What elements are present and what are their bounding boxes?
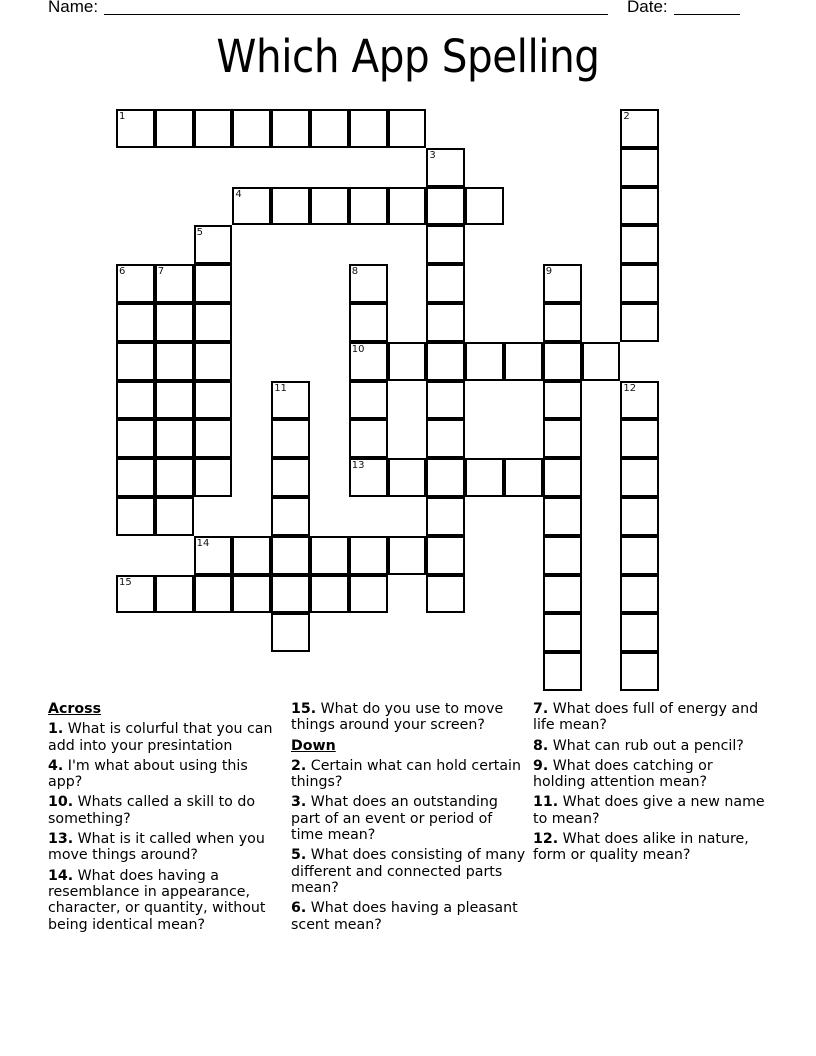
- name-field-line[interactable]: [104, 14, 608, 15]
- grid-cell[interactable]: [155, 342, 194, 381]
- grid-cell[interactable]: [349, 381, 388, 420]
- date-label: Date:: [627, 0, 668, 16]
- grid-cell[interactable]: [232, 575, 271, 614]
- clue-across-15: [291, 701, 527, 734]
- grid-cell[interactable]: [388, 109, 427, 148]
- grid-cell[interactable]: [620, 187, 659, 226]
- cell-number: 10: [351, 343, 365, 355]
- grid-cell[interactable]: [349, 536, 388, 575]
- grid-cell[interactable]: [116, 497, 155, 536]
- grid-cell[interactable]: [504, 342, 543, 381]
- clue-number: 5.: [291, 847, 307, 864]
- grid-cell[interactable]: [271, 536, 310, 575]
- grid-cell[interactable]: [194, 342, 233, 381]
- grid-cell[interactable]: [582, 342, 621, 381]
- grid-cell[interactable]: [543, 652, 582, 691]
- clue-text: What do you use to move things around your screen?: [291, 701, 504, 734]
- grid-cell[interactable]: [426, 419, 465, 458]
- clue-number: 1.: [48, 721, 64, 738]
- clue-number: 8.: [533, 737, 549, 754]
- grid-cell[interactable]: [426, 497, 465, 536]
- clue-number: 6.: [291, 900, 307, 917]
- cell-number: 1: [119, 111, 126, 122]
- grid-cell[interactable]: [349, 342, 388, 381]
- grid-cell[interactable]: [310, 575, 349, 614]
- clue-number: 4.: [48, 757, 64, 774]
- cell-number: 6: [119, 266, 126, 278]
- grid-cell[interactable]: [310, 109, 349, 148]
- grid-cell[interactable]: [465, 187, 504, 226]
- grid-cell[interactable]: [194, 419, 233, 458]
- grid-cell[interactable]: [194, 303, 233, 342]
- clue-across-1: [48, 721, 284, 754]
- grid-cell[interactable]: [232, 187, 271, 226]
- clue-across-4: [48, 758, 284, 791]
- grid-cell[interactable]: [543, 381, 582, 420]
- grid-cell[interactable]: [155, 264, 194, 303]
- grid-cell[interactable]: [426, 381, 465, 420]
- grid-cell[interactable]: [504, 458, 543, 497]
- cell-number: 12: [623, 382, 637, 394]
- grid-cell[interactable]: [426, 342, 465, 381]
- name-date-header: [48, 0, 748, 19]
- clue-text: What does full of energy and life mean?: [533, 701, 759, 734]
- grid-cell[interactable]: [116, 458, 155, 497]
- grid-cell[interactable]: [271, 109, 310, 148]
- grid-cell[interactable]: [543, 419, 582, 458]
- clue-down-11: [533, 794, 769, 827]
- clue-text: I'm what about using this app?: [48, 757, 248, 791]
- grid-cell[interactable]: [116, 419, 155, 458]
- grid-cell[interactable]: [620, 225, 659, 264]
- grid-cell[interactable]: [620, 303, 659, 342]
- clue-number: 11.: [533, 794, 559, 811]
- clue-down-6: [291, 900, 527, 933]
- cell-number: 7: [157, 266, 165, 278]
- grid-cell[interactable]: [620, 613, 659, 652]
- cell-number: 15: [119, 576, 132, 588]
- grid-cell[interactable]: [620, 497, 659, 536]
- grid-cell[interactable]: [620, 109, 659, 148]
- clue-text: Certain what can hold certain things?: [291, 757, 521, 791]
- grid-cell[interactable]: [155, 109, 194, 148]
- clue-number: 13.: [48, 831, 74, 848]
- name-label: Name:: [48, 0, 99, 16]
- grid-cell[interactable]: [426, 458, 465, 497]
- clue-down-2: [291, 758, 527, 791]
- clue-number: 9.: [533, 757, 549, 774]
- grid-cell[interactable]: [271, 613, 310, 652]
- clue-text: What does having a resemblance in appearance, character, or quantity, without being identical mean?: [48, 867, 266, 933]
- clue-text: What is it called when you move things around?: [48, 831, 265, 864]
- grid-cell[interactable]: [426, 575, 465, 614]
- clue-number: 12.: [533, 831, 559, 848]
- grid-cell[interactable]: [116, 575, 155, 614]
- grid-cell[interactable]: [388, 536, 427, 575]
- grid-cell[interactable]: [271, 381, 310, 420]
- grid-cell[interactable]: [349, 419, 388, 458]
- grid-cell[interactable]: [349, 575, 388, 614]
- grid-cell[interactable]: [155, 497, 194, 536]
- clue-text: What does catching or holding attention mean?: [533, 757, 713, 791]
- grid-cell[interactable]: [155, 458, 194, 497]
- grid-cell[interactable]: [116, 342, 155, 381]
- grid-cell[interactable]: [232, 536, 271, 575]
- grid-cell[interactable]: [388, 187, 427, 226]
- grid-cell[interactable]: [194, 225, 233, 264]
- grid-cell[interactable]: [426, 225, 465, 264]
- clue-text: What can rub out a pencil?: [552, 737, 744, 754]
- grid-cell[interactable]: [543, 497, 582, 536]
- grid-cell[interactable]: [620, 575, 659, 614]
- cell-number: 4: [235, 188, 242, 200]
- clue-down-5: [291, 847, 527, 896]
- grid-cell[interactable]: [543, 613, 582, 652]
- grid-cell[interactable]: [426, 187, 465, 226]
- clue-across-10: [48, 794, 284, 827]
- grid-cell[interactable]: [155, 303, 194, 342]
- clue-down-7: [533, 701, 769, 734]
- grid-cell[interactable]: [620, 536, 659, 575]
- grid-cell[interactable]: [116, 381, 155, 420]
- clue-number: 7.: [533, 701, 549, 717]
- grid-cell[interactable]: [620, 419, 659, 458]
- grid-cell[interactable]: [194, 264, 233, 303]
- clue-text: What is colurful that you can add into your presintation: [48, 721, 273, 754]
- cell-number: 14: [196, 537, 210, 549]
- grid-cell[interactable]: [349, 458, 388, 497]
- grid-cell[interactable]: [116, 109, 155, 148]
- clue-down-9: [533, 758, 769, 791]
- clue-number: 14.: [48, 867, 74, 884]
- grid-cell[interactable]: [388, 458, 427, 497]
- clue-text: What does consisting of many different and connected parts mean?: [291, 847, 526, 896]
- down-heading: Down: [291, 737, 336, 754]
- clue-text: What does an outstanding part of an event or period of time mean?: [291, 794, 498, 844]
- cell-number: 3: [429, 149, 436, 161]
- grid-cell[interactable]: [155, 575, 194, 614]
- grid-cell[interactable]: [349, 187, 388, 226]
- cell-number: 9: [545, 266, 553, 278]
- grid-cell[interactable]: [426, 264, 465, 303]
- grid-cell[interactable]: [194, 458, 233, 497]
- clue-column-3: [533, 701, 769, 868]
- grid-cell[interactable]: [543, 264, 582, 303]
- clue-column-1: [48, 701, 284, 937]
- cell-number: 2: [623, 111, 630, 122]
- grid-cell[interactable]: [271, 497, 310, 536]
- across-heading: Across: [48, 701, 102, 717]
- clue-down-12: [533, 831, 769, 864]
- clue-number: 3.: [291, 794, 307, 811]
- grid-cell[interactable]: [620, 652, 659, 691]
- grid-cell[interactable]: [194, 575, 233, 614]
- grid-cell[interactable]: [194, 381, 233, 420]
- grid-cell[interactable]: [543, 458, 582, 497]
- date-field-line[interactable]: [674, 14, 740, 15]
- grid-cell[interactable]: [194, 536, 233, 575]
- grid-cell[interactable]: [620, 148, 659, 187]
- clue-across-13: [48, 831, 284, 864]
- grid-cell[interactable]: [349, 264, 388, 303]
- grid-cell[interactable]: [155, 419, 194, 458]
- grid-cell[interactable]: [620, 381, 659, 420]
- grid-cell[interactable]: [232, 109, 271, 148]
- grid-cell[interactable]: [349, 303, 388, 342]
- clue-column-2: [291, 701, 527, 937]
- grid-cell[interactable]: [388, 342, 427, 381]
- cell-number: 13: [351, 460, 365, 472]
- grid-cell[interactable]: [271, 187, 310, 226]
- grid-cell[interactable]: [116, 303, 155, 342]
- clue-number: 2.: [291, 757, 307, 774]
- grid-cell[interactable]: [620, 264, 659, 303]
- grid-cell[interactable]: [271, 419, 310, 458]
- grid-cell[interactable]: [465, 458, 504, 497]
- grid-cell[interactable]: [310, 187, 349, 226]
- cell-number: 11: [274, 382, 287, 394]
- puzzle-title: Which App Spelling: [216, 30, 600, 83]
- grid-cell[interactable]: [426, 303, 465, 342]
- clue-across-14: [48, 868, 284, 933]
- cell-number: 5: [196, 227, 203, 239]
- clue-number: 10.: [48, 794, 74, 811]
- grid-cell[interactable]: [426, 148, 465, 187]
- grid-cell[interactable]: [426, 536, 465, 575]
- clue-text: What does give a new name to mean?: [533, 794, 765, 827]
- grid-cell[interactable]: [271, 458, 310, 497]
- clue-number: 15.: [291, 701, 317, 717]
- grid-cell[interactable]: [620, 458, 659, 497]
- grid-cell[interactable]: [194, 109, 233, 148]
- grid-cell[interactable]: [543, 575, 582, 614]
- clue-text: What does having a pleasant scent mean?: [291, 900, 518, 933]
- grid-cell[interactable]: [465, 342, 504, 381]
- grid-cell[interactable]: [543, 342, 582, 381]
- cell-number: 8: [351, 266, 359, 278]
- grid-cell[interactable]: [155, 381, 194, 420]
- grid-cell[interactable]: [349, 109, 388, 148]
- clue-text: What does alike in nature, form or quality mean?: [533, 831, 749, 864]
- grid-cell[interactable]: [310, 536, 349, 575]
- clue-text: Whats called a skill to do something?: [48, 794, 256, 827]
- clue-down-3: [291, 794, 527, 843]
- grid-cell[interactable]: [116, 264, 155, 303]
- grid-cell[interactable]: [543, 303, 582, 342]
- clue-down-8: [533, 738, 769, 754]
- grid-cell[interactable]: [271, 575, 310, 614]
- grid-cell[interactable]: [543, 536, 582, 575]
